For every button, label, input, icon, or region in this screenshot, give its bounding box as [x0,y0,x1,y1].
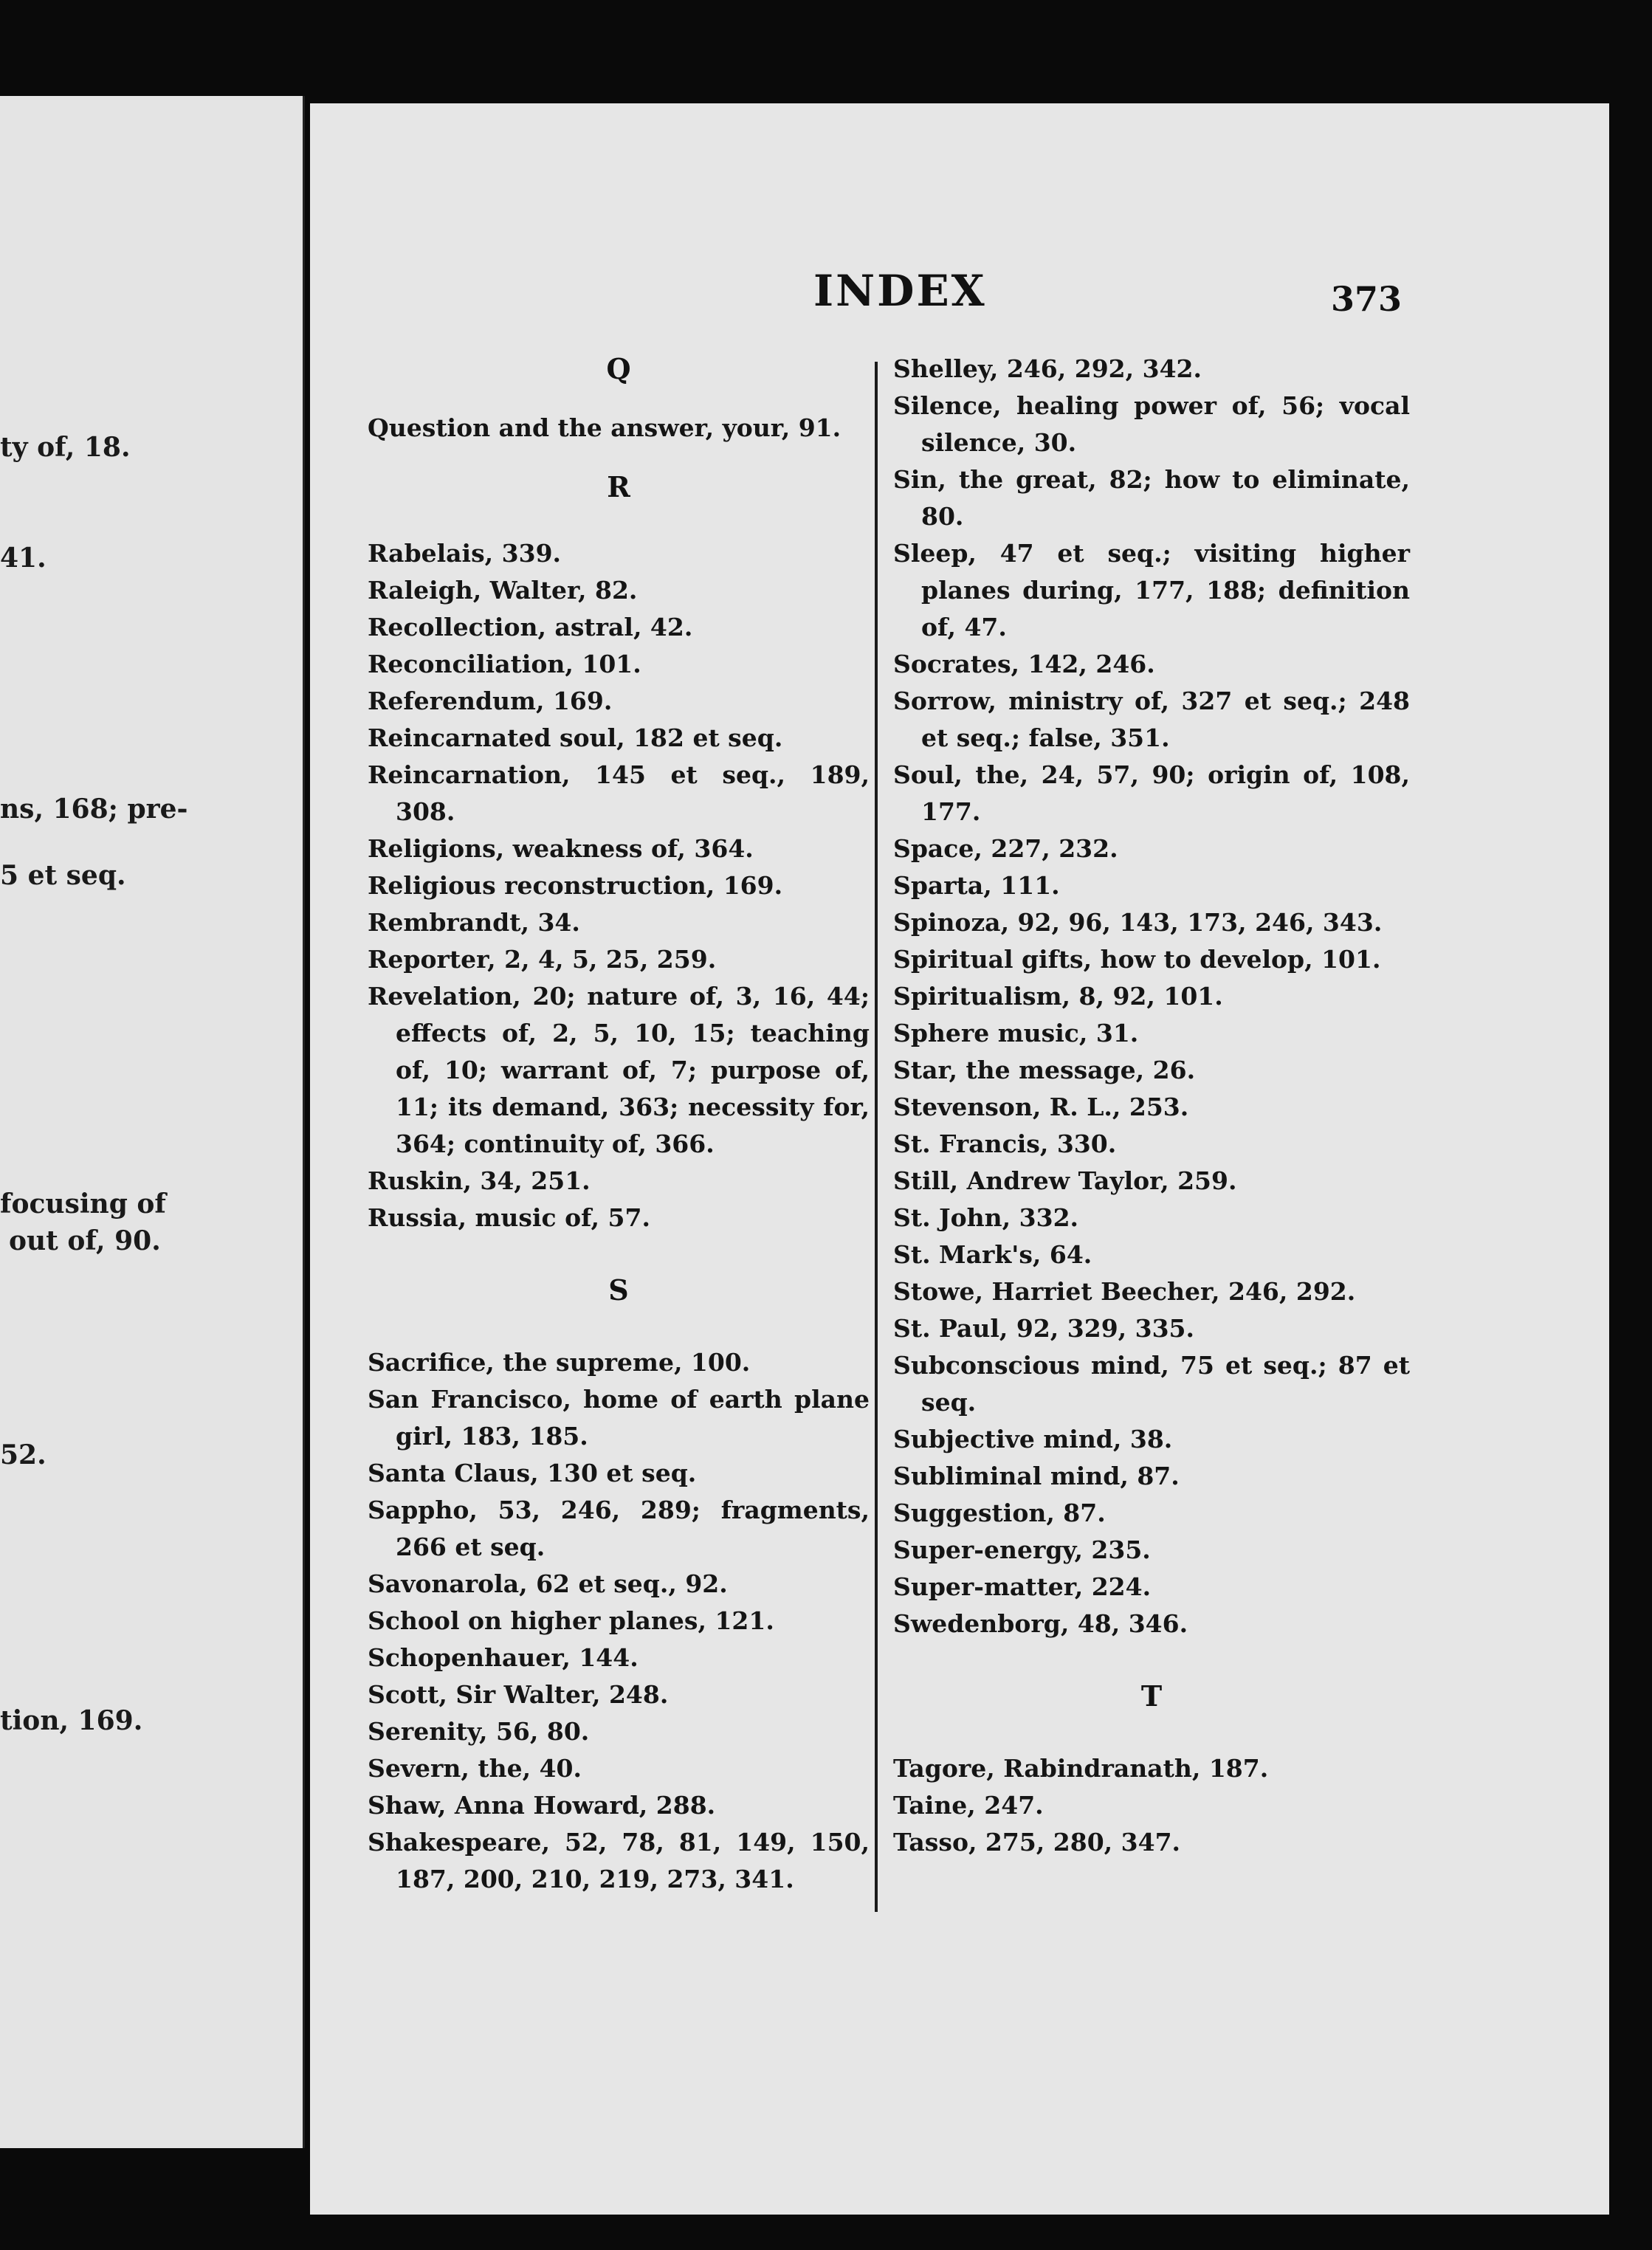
index-entry: Silence, healing power of, 56; vocal silence, 30. [893,391,1410,457]
entry-list-s-continued [893,351,1410,1642]
index-entry: Stowe, Harriet Beecher, 246, 292. [893,1277,1356,1306]
entry-list-r [368,535,870,1236]
index-entry: St. John, 332. [893,1203,1079,1232]
section-letter-r: R [607,470,630,503]
entry-list-t [893,1750,1410,1861]
index-entry: Rembrandt, 34. [368,908,580,937]
page-number: 373 [1331,279,1403,319]
fragment-line: 41. [0,543,47,574]
index-entry: Space, 227, 232. [893,834,1118,863]
section-letter-t: T [1140,1679,1163,1713]
index-entry: Taine, 247. [893,1791,1044,1820]
fragment-line: 5 et seq. [0,860,126,891]
index-entry: Sorrow, ministry of, 327 et seq.; 248 et seq.; false, 351. [893,687,1410,752]
fragment-line: ns, 168; pre- [0,794,188,825]
index-entry: Socrates, 142, 246. [893,650,1155,678]
index-entry: Sphere music, 31. [893,1019,1139,1047]
index-entry: Recollection, astral, 42. [368,613,693,641]
index-entry: St. Mark's, 64. [893,1240,1092,1269]
index-entry: Shakespeare, 52, 78, 81, 149, 150, 187, 200, 210, 219, 273, 341. [368,1828,870,1893]
index-entry: Tasso, 275, 280, 347. [893,1828,1181,1857]
fragment-line: focusing of [0,1188,166,1219]
index-entry: Soul, the, 24, 57, 90; origin of, 108, 177. [893,760,1410,826]
index-entry: Spiritualism, 8, 92, 101. [893,982,1223,1011]
index-entry: Rabelais, 339. [368,539,562,568]
index-entry: Santa Claus, 130 et seq. [368,1459,697,1487]
section-letter-s: S [608,1273,629,1307]
index-entry: Religions, weakness of, 364. [368,834,754,863]
fragment-line: out of, 90. [9,1225,161,1256]
index-entry: School on higher planes, 121. [368,1606,774,1635]
index-entry: Tagore, Rabindranath, 187. [893,1754,1269,1783]
index-entry: Sparta, 111. [893,871,1060,900]
section-letter-q: Q [606,352,631,385]
index-entry: Religious reconstruction, 169. [368,871,783,900]
index-entry: Still, Andrew Taylor, 259. [893,1166,1237,1195]
index-entry: Shaw, Anna Howard, 288. [368,1791,716,1820]
column-divider [875,362,878,1912]
index-entry: Ruskin, 34, 251. [368,1166,591,1195]
fragment-line: 52. [0,1439,47,1470]
index-entry: Star, the message, 26. [893,1056,1196,1084]
index-entry: St. Francis, 330. [893,1129,1117,1158]
index-entry: Question and the answer, your, 91. [368,413,842,442]
index-entry: Spinoza, 92, 96, 143, 173, 246, 343. [893,908,1383,937]
index-entry: Serenity, 56, 80. [368,1717,590,1746]
index-entry: Subconscious mind, 75 et seq.; 87 et seq. [893,1351,1410,1417]
index-entry: Stevenson, R. L., 253. [893,1093,1189,1121]
index-entry: Super-matter, 224. [893,1572,1152,1601]
index-entry: St. Paul, 92, 329, 335. [893,1314,1195,1343]
index-entry: Sacrifice, the supreme, 100. [368,1348,751,1377]
index-column-left [368,351,870,1898]
index-entry: Suggestion, 87. [893,1499,1106,1527]
fragment-line: tion, 169. [0,1705,143,1736]
index-entry: Reporter, 2, 4, 5, 25, 259. [368,945,717,974]
index-entry: Subliminal mind, 87. [893,1462,1180,1490]
index-entry: Russia, music of, 57. [368,1203,650,1232]
index-page [310,103,1609,2215]
index-entry: Reconciliation, 101. [368,650,641,678]
index-entry: Shelley, 246, 292, 342. [893,354,1202,383]
index-entry: Reincarnated soul, 182 et seq. [368,723,783,752]
entry-list-s [368,1344,870,1898]
index-entry: Referendum, 169. [368,687,613,715]
index-entry: Scott, Sir Walter, 248. [368,1680,669,1709]
index-entry: Savonarola, 62 et seq., 92. [368,1569,728,1598]
index-entry: Sappho, 53, 246, 289; fragments, 266 et seq. [368,1496,870,1561]
index-entry: Raleigh, Walter, 82. [368,576,638,605]
index-entry: Super-energy, 235. [893,1535,1151,1564]
index-entry: Sleep, 47 et seq.; visiting higher planes during, 177, 188; definition of, 47. [893,539,1410,641]
facing-page [0,96,305,2148]
index-entry: Severn, the, 40. [368,1754,582,1783]
index-entry: Schopenhauer, 144. [368,1643,639,1672]
index-entry: Spiritual gifts, how to develop, 101. [893,945,1381,974]
index-entry: Subjective mind, 38. [893,1425,1173,1453]
index-entry: Swedenborg, 48, 346. [893,1609,1188,1638]
index-entry: Sin, the great, 82; how to eliminate, 80. [893,465,1410,531]
index-column-right [893,351,1410,1861]
fragment-line: ty of, 18. [0,432,131,463]
index-entry: San Francisco, home of earth plane girl, 183, 185. [368,1385,870,1451]
index-entry: Reincarnation, 145 et seq., 189, 308. [368,760,870,826]
page-title: INDEX [813,266,987,316]
index-entry: Revelation, 20; nature of, 3, 16, 44; effects of, 2, 5, 10, 15; teaching of, 10; warrant of, 7; purpose of, 11; its demand, 363; necessity for, 364; continuity of, 366. [368,982,870,1158]
